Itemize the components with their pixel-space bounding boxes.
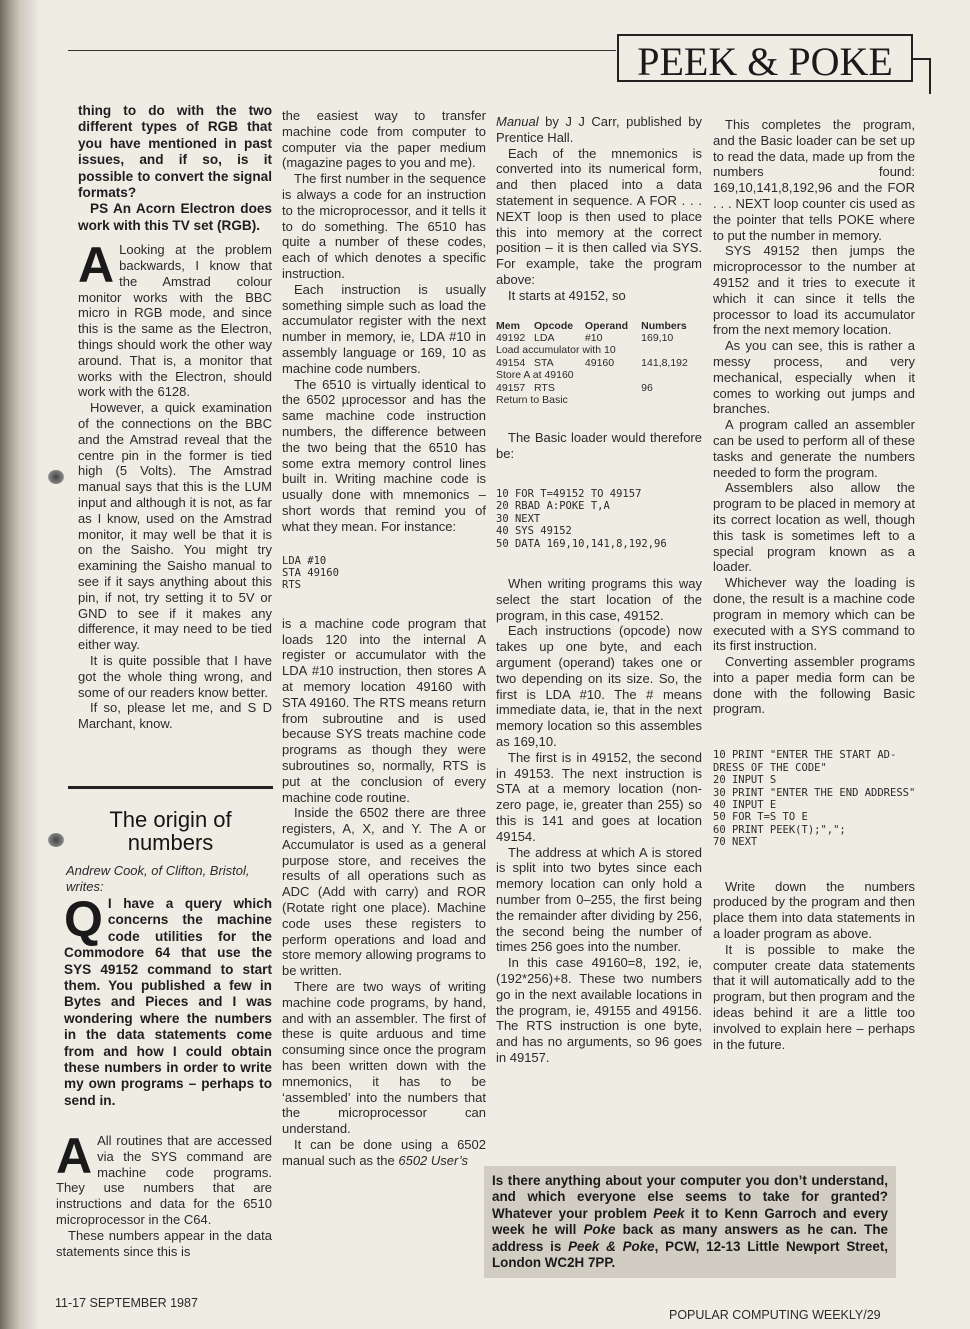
table-cell: STA <box>534 356 554 369</box>
table-row <box>496 369 702 381</box>
paragraph: Whichever way the loading is done, the result is a machine code program in memory which can be executed with a SYS command to its first instruction. <box>713 575 915 654</box>
table-cell <box>585 382 641 394</box>
paragraph <box>282 1137 486 1169</box>
text-run: Peek <box>653 1205 685 1221</box>
footer-date: 11-17 SEPTEMBER 1987 <box>55 1296 198 1310</box>
text-run: it to Kenn Garroch and every week he will <box>492 1205 889 1238</box>
origin-answer <box>56 1128 272 1259</box>
text-run: back as many answers as he can. The address is <box>492 1222 888 1254</box>
paragraph: The Basic loader would therefore be: <box>496 430 702 462</box>
section-rule <box>68 786 273 789</box>
table-cell: 49154 <box>496 356 526 369</box>
book-title: 6502 User’s <box>398 1152 468 1168</box>
dropcap: Q <box>64 891 103 947</box>
top-rule <box>68 50 616 51</box>
paragraph: Assemblers also allow the program to be placed in memory at its correct location as well, though this task is sometimes left to a special program known as a loader. <box>713 480 915 575</box>
answer-block <box>78 237 272 400</box>
table-cell: 49160 <box>584 356 615 369</box>
paragraph: The first number in the sequence is always a code for an instruction to the microprocessor, and it tells it to do something. The 6510 has quite a number of these codes, each of which denotes a specific instruction. <box>282 171 486 281</box>
table-row <box>496 382 702 394</box>
paragraph: the easiest way to transfer machine code from computer to computer via the paper medium (magazine pages to you and me). <box>282 108 486 171</box>
query-text: thing to do with the two different types of RGB that you have mentioned in past issues, and if so, is it possible to convert the signal formats? <box>78 103 272 201</box>
paragraph: Each instruction is usually something simple such as load the accumulator register with the next number in memory, ie, LDA #10 in assembly language or 169, 10 as machine code numbers. <box>282 281 486 376</box>
answer-paragraph: If so, please let me, and S D Marchant, know. <box>78 700 272 732</box>
table-row <box>496 344 702 356</box>
table-row <box>496 332 702 344</box>
table-header: Opcode <box>534 319 574 332</box>
masthead-box <box>617 34 913 82</box>
origin-query <box>64 891 272 1109</box>
text-run: Is there anything about your computer you don’t understand, and which everyone else seems to take for granted? Whatever your problem <box>492 1173 888 1221</box>
binding-spine <box>0 0 22 1329</box>
paragraph: There are two ways of writing machine code programs, by hand, and with an assembler. The first of these is quite arduous and time consuming since once the program has been written down with the mnemonics, it has to be ‘assembled’ into the numbers that the microprocessor can understand. <box>282 979 486 1137</box>
query-ps: PS An Acorn Electron does work with this TV set (RGB). <box>78 201 272 233</box>
query-text: I have a query which concerns the machine code utilities for the Commodore 64 that use the SYS 49152 command to start them. You published a few in Bytes and Pieces and I was wondering where the numbers in the data statements come from and how I could obtain these numbers in order to write my own programs – perhaps to send in. <box>64 896 272 1108</box>
table-cell: 96 <box>641 381 653 394</box>
paragraph: Inside the 6502 there are three registers, A, X, and Y. The A or Accumulator is used as a general purpose store, and receives the results of all operations such as ADC (Add with carry) and ROR (Rotate right one place). Machine code uses these registers to perform operations and load and store memory allowing programs to be written. <box>282 805 486 979</box>
column-1 <box>78 103 272 732</box>
answer-paragraph: Looking at the problem backwards, I know that the Amstrad colour monitor works with the BBC micro in RGB mode, and since this is the same as the Electron, things should work the other way around. That is, a monitor that works with the Electron, should work with the 6128. <box>78 242 272 400</box>
spine-shadow <box>22 0 40 1329</box>
punch-hole <box>48 470 64 484</box>
paragraph: It starts at 49152, so <box>508 287 626 303</box>
paragraph: The address at which A is stored is split into two bytes since each memory location can only hold a number from 0–255, the first being the remainder after dividing by 256, the second being the number of times 256 goes into the number. <box>496 844 702 955</box>
paragraph <box>496 114 702 146</box>
table-cell: RTS <box>534 381 555 394</box>
text-run: by J J Carr, published by Prentice Hall. <box>496 114 702 145</box>
contact-callout <box>484 1166 896 1278</box>
table-header: Mem <box>496 319 520 332</box>
byline: Andrew Cook, of Clifton, Bristol, writes: <box>66 863 250 894</box>
answer-paragraph: All routines that are accessed via the SYS command are machine code programs. They use numbers that are instructions and data for the 6510 microprocessor in the C64. <box>56 1133 272 1227</box>
paragraph: Converting assembler programs into a paper media form can be done with the following Basic program. <box>713 654 915 717</box>
column-4 <box>713 117 915 1052</box>
table-cell: 49157 <box>496 381 526 394</box>
masthead-decoration <box>929 58 931 94</box>
answer-paragraph: These numbers appear in the data statements since this is <box>56 1227 272 1259</box>
callout-text <box>492 1173 888 1271</box>
code-listing: 10 FOR T=49152 TO 49157 20 RBAD A:POKE T,A 30 NEXT 40 SYS 49152 50 DATA 169,10,141,8,192,96 <box>496 488 667 550</box>
text-run: It can be done using a 6502 manual such as the <box>282 1137 486 1168</box>
table-header: Operand <box>584 319 629 332</box>
table-header: Numbers <box>641 319 687 332</box>
text-run: Poke <box>583 1222 616 1238</box>
book-title: Manual <box>496 114 539 129</box>
paragraph: It is possible to make the computer create data statements that it will automatically add to the program, but then program and the ideas behind it are a little too involved to explain here – perhaps in the future. <box>713 941 915 1052</box>
paragraph: In this case 49160=8, 192, ie, (192*256)+8. These two numbers go in the next available locations in the program, ie, 49155 and 49156. The RTS instruction is one byte, and has no arguments, so 96 goes in 49157. <box>496 955 702 1065</box>
code-listing: LDA #10 STA 49160 RTS <box>282 554 339 592</box>
table-row <box>496 394 702 406</box>
paragraph: The first is in 49152, the second in 49153. The next instruction is STA at a memory location (non-zero page, ie, greater than 255) so this is 141 and goes at location 49154. <box>496 749 702 844</box>
table-cell: 169,10 <box>641 331 674 344</box>
paragraph: The 6510 is virtually identical to the 6502 µprocessor and has the same machine code instruction numbers, the difference between the two being that the 6510 has some extra memory control lines built in. Writing machine code is usually done with mnemonics – short words that remind you of what they mean. For instance: <box>282 376 486 534</box>
masthead-title: PEEK & POKE <box>637 39 893 84</box>
paragraph: As you can see, this is rather a messy process, and very mechanical, especially when it comes to working out jumps and branches. <box>713 338 915 417</box>
table-cell: 141,8,192 <box>641 356 688 369</box>
answer-block <box>56 1128 272 1228</box>
table-cell: 49192 <box>496 331 526 344</box>
answer-paragraph: However, a quick examination of the connections on the BBC and the Amstrad reveal that the centre pin in the former is tied high (5 Volts). The Amstrad manual says that this is the LUM input and although it is not, as far as I know, used on the Amstrad monitor, it may well be that it is on the Saisho. You might try examining the Saisho manual to see if it says anything about this pin, if not, try setting it to 5V or GND to see if it makes any difference, it may need to be tied either way. <box>78 400 272 653</box>
table-cell: Return to Basic <box>496 394 568 406</box>
column-3 <box>496 114 702 1066</box>
opcode-table <box>496 320 702 407</box>
paragraph: Each instructions (opcode) now takes up one byte, and each argument (operand) takes one or two depending on its size. So, the first is LDA #10. The # means immediate data, ie, that in the next memory location so this assembles as 169,10. <box>496 623 702 749</box>
dropcap: A <box>78 237 115 294</box>
dropcap: A <box>56 1128 93 1184</box>
answer-paragraph: It is quite possible that I have got the whole thing wrong, and some of our readers know better. <box>78 652 272 700</box>
punch-hole <box>48 833 64 847</box>
table-header-row <box>496 320 702 332</box>
text-run: Peek & Poke <box>568 1238 655 1254</box>
section-title: The origin of numbers <box>109 807 232 855</box>
table-row <box>496 357 702 369</box>
column-2 <box>282 108 486 1169</box>
paragraph: SYS 49152 then jumps the microprocessor to the number at 49152 and it tries to execute it which it can since it tells the processor to load its accumulator from the next memory location. <box>713 243 915 338</box>
code-listing: 10 PRINT "ENTER THE START AD- DRESS OF THE CODE" 20 INPUT S 30 PRINT "ENTER THE END ADDRESS" 40 INPUT E 50 FOR T=S TO E 60 PRINT PEEK(T);","; 70 NEXT <box>713 749 916 849</box>
query-block <box>64 891 272 1109</box>
table-cell: Store A at 49160 <box>496 369 574 382</box>
table-cell: Load accumulator with 10 <box>496 344 616 357</box>
paragraph: Write down the numbers produced by the program and then place them into data statements in a loader program as above. <box>713 878 915 941</box>
text-run: , PCW, 12-13 Little Newport Street, London WC2H 7PP. <box>492 1238 888 1271</box>
paragraph: Each of the mnemonics is converted into its numerical form, and then placed into a data statement in sequence. A FOR . . . NEXT loop is then used to place this into memory at the correct position – it is then called via SYS. For example, take the program above: <box>496 145 702 287</box>
table-cell: #10 <box>584 331 603 344</box>
footer-publication: POPULAR COMPUTING WEEKLY/29 <box>669 1308 881 1322</box>
paragraph: A program called an assembler can be used to perform all of these tasks and generate the numbers needed to form the program. <box>713 417 915 480</box>
paragraph: This completes the program, and the Basic loader can be set up to read the data, made up from the numbers found: 169,10,141,8,192,96 and the FOR . . . NEXT loop counter cis used as the pointer that tells POKE where to put the number in memory. <box>713 117 915 243</box>
paragraph: When writing programs this way select the start location of the program, in this case, 49152. <box>496 576 702 623</box>
paragraph: is a machine code program that loads 120 into the internal A register or accumulator with the LDA #10 instruction, then stores A at memory location 49160 with STA 49160. The RTS means return from subroutine and is used because SYS treats machine code programs as though they were subroutines so, normally, RTS is put at the conclusion of every machine code routine. <box>282 615 486 805</box>
table-cell: LDA <box>534 331 555 344</box>
